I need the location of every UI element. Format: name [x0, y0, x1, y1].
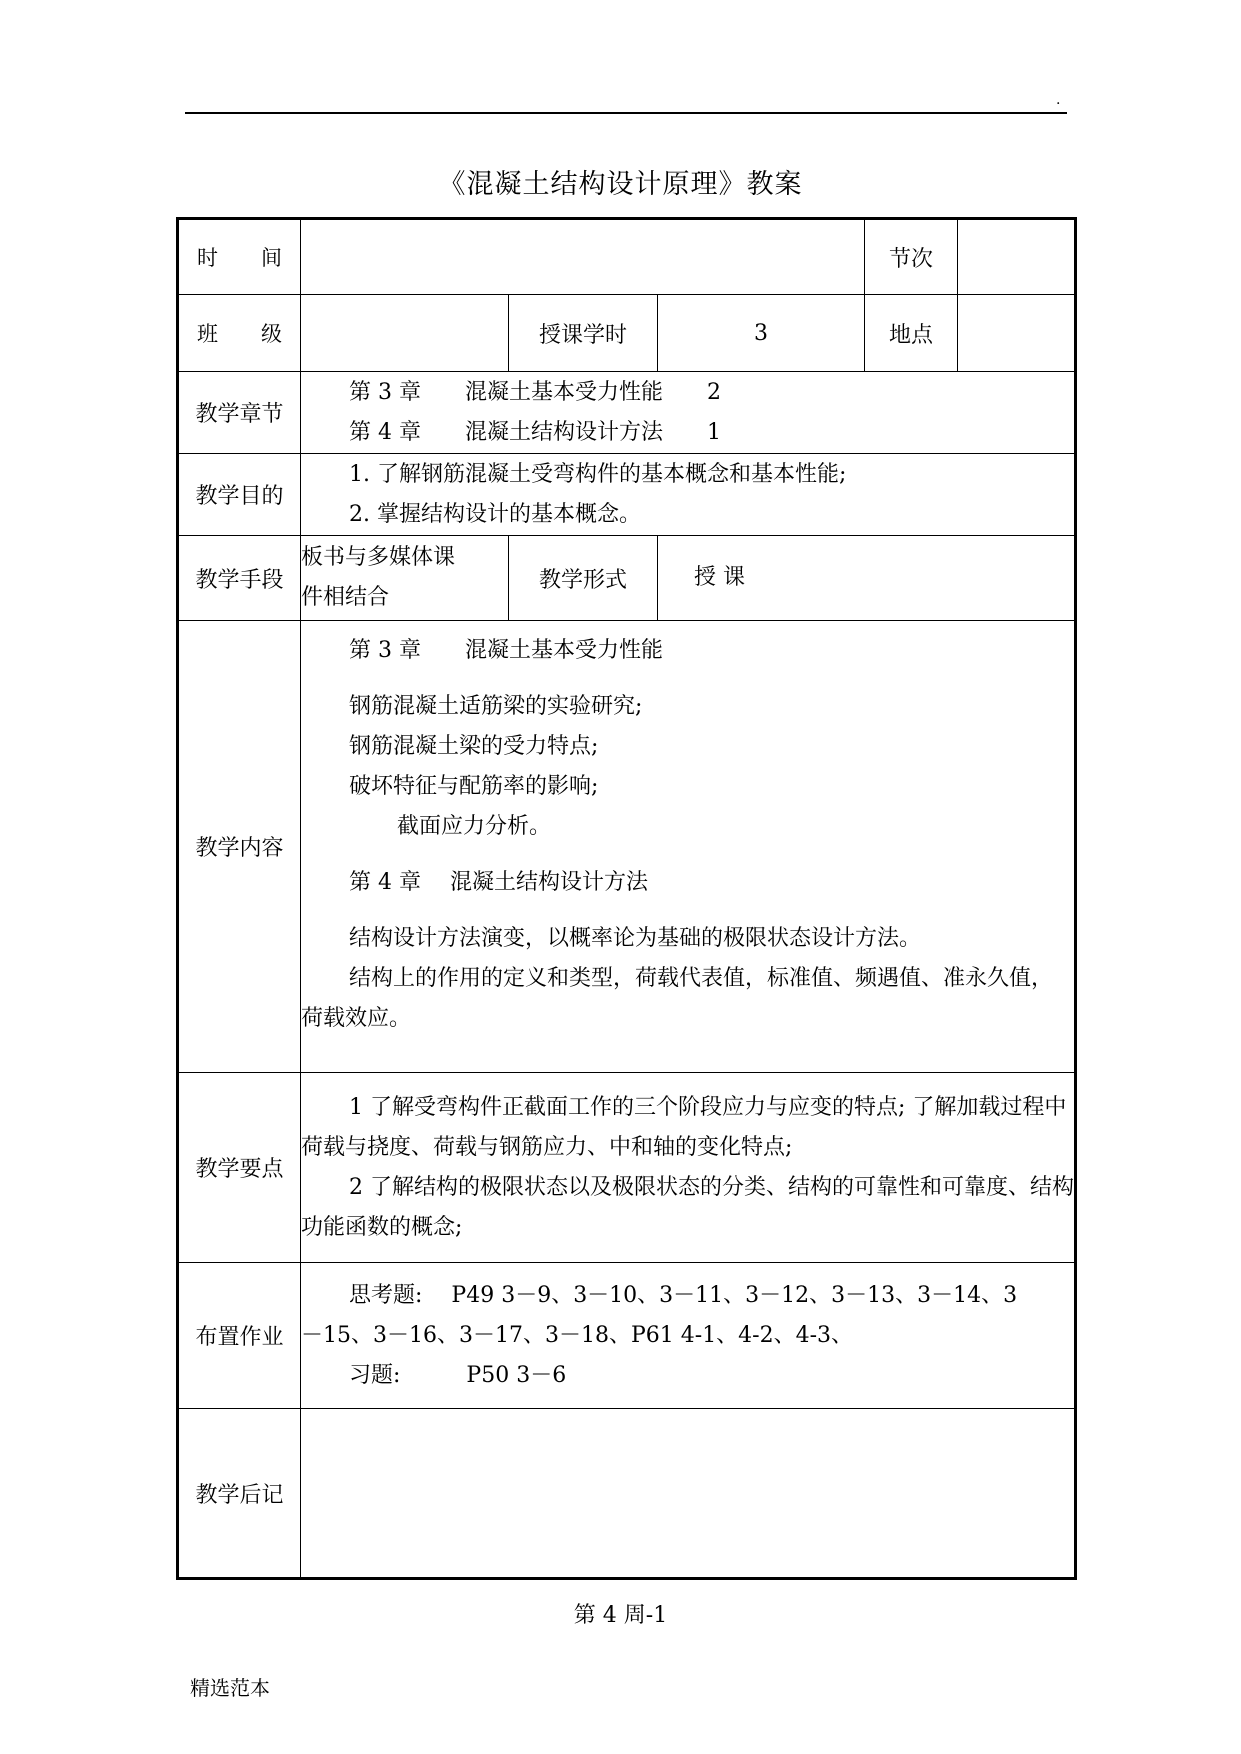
notes-label: 教学后记 — [178, 1409, 301, 1579]
chapter-line: 第 3 章 混凝土基本受力性能 2 — [349, 379, 721, 405]
form-value: 授 课 — [658, 536, 1076, 621]
class-value — [301, 295, 509, 372]
form-label: 教学形式 — [509, 536, 658, 621]
homework-line: 习题: P50 3－6 — [349, 1362, 567, 1388]
content-label: 教学内容 — [178, 621, 301, 1073]
time-label-a: 时 — [197, 246, 218, 270]
chapter-line: 第 4 章 混凝土结构设计方法 1 — [349, 419, 721, 445]
ch3-title: 第 3 章 混凝土基本受力性能 — [349, 638, 663, 663]
goals-value — [301, 454, 1076, 536]
time-value — [301, 219, 865, 295]
keypoints-label: 教学要点 — [178, 1073, 301, 1263]
content-row — [178, 621, 1076, 1073]
content-paragraph: 结构上的作用的定义和类型，荷载代表值，标准值、频遇值、准永久值，荷载效应。 — [301, 966, 1054, 1031]
chapters-value — [301, 372, 1076, 454]
time-label-cell — [178, 219, 301, 295]
homework-line: 思考题: P49 3－9、3－10、3－11、3－12、3－13、3－14、3 — [349, 1282, 1018, 1308]
homework-label: 布置作业 — [178, 1263, 301, 1409]
homework-line: －15、3－16、3－17、3－18、P61 4-1、4-2、4-3、 — [301, 1322, 854, 1348]
goals-row — [178, 454, 1076, 536]
means-value — [301, 536, 509, 621]
class-label-cell — [178, 295, 301, 372]
ch3-item: 钢筋混凝土梁的受力特点; — [349, 734, 599, 759]
chapters-row — [178, 372, 1076, 454]
hours-value: 3 — [658, 295, 865, 372]
class-label-b: 级 — [261, 322, 282, 346]
place-value — [958, 295, 1076, 372]
header-rule — [185, 112, 1067, 114]
header-dot: . — [1056, 92, 1061, 108]
period-label: 节次 — [865, 219, 958, 295]
ch3-item: 截面应力分析。 — [397, 814, 552, 839]
hours-label: 授课学时 — [509, 295, 658, 372]
means-value-line: 板书与多媒体课 — [301, 545, 456, 570]
period-value — [958, 219, 1076, 295]
place-label: 地点 — [865, 295, 958, 372]
footer-note: 精选范本 — [190, 1676, 270, 1700]
means-label: 教学手段 — [178, 536, 301, 621]
notes-value — [301, 1409, 1076, 1579]
time-row — [178, 219, 1076, 295]
content-value — [301, 621, 1076, 1073]
class-row — [178, 295, 1076, 372]
keypoint-paragraph: 2 了解结构的极限状态以及极限状态的分类、结构的可靠性和可靠度、结构功能函数的概念; — [301, 1174, 1074, 1240]
homework-value — [301, 1263, 1076, 1409]
chapters-label: 教学章节 — [178, 372, 301, 454]
ch3-item: 破坏特征与配筋率的影响; — [349, 774, 599, 799]
means-value-line: 件相结合 — [301, 585, 390, 610]
time-label-b: 间 — [261, 246, 282, 270]
document-title: 《混凝土结构设计原理》教案 — [438, 169, 803, 200]
lesson-plan-table — [176, 217, 1077, 1580]
ch3-item: 钢筋混凝土适筋梁的实验研究; — [349, 694, 643, 719]
notes-row — [178, 1409, 1076, 1579]
goal-line: 1. 了解钢筋混凝土受弯构件的基本概念和基本性能; — [349, 461, 847, 487]
content-paragraph: 结构设计方法演变，以概率论为基础的极限状态设计方法。 — [349, 926, 922, 951]
goal-line: 2. 掌握结构设计的基本概念。 — [349, 501, 641, 527]
ch4-title: 第 4 章 混凝土结构设计方法 — [349, 870, 648, 895]
page-number: 第 4 周-1 — [573, 1603, 668, 1628]
homework-row — [178, 1263, 1076, 1409]
keypoints-value — [301, 1073, 1076, 1263]
goals-label: 教学目的 — [178, 454, 301, 536]
class-label-a: 班 — [197, 322, 218, 346]
keypoints-row — [178, 1073, 1076, 1263]
means-row — [178, 536, 1076, 621]
keypoint-paragraph: 1 了解受弯构件正截面工作的三个阶段应力与应变的特点; 了解加载过程中荷载与挠度、荷载与钢筋应力、中和轴的变化特点; — [301, 1094, 1067, 1160]
